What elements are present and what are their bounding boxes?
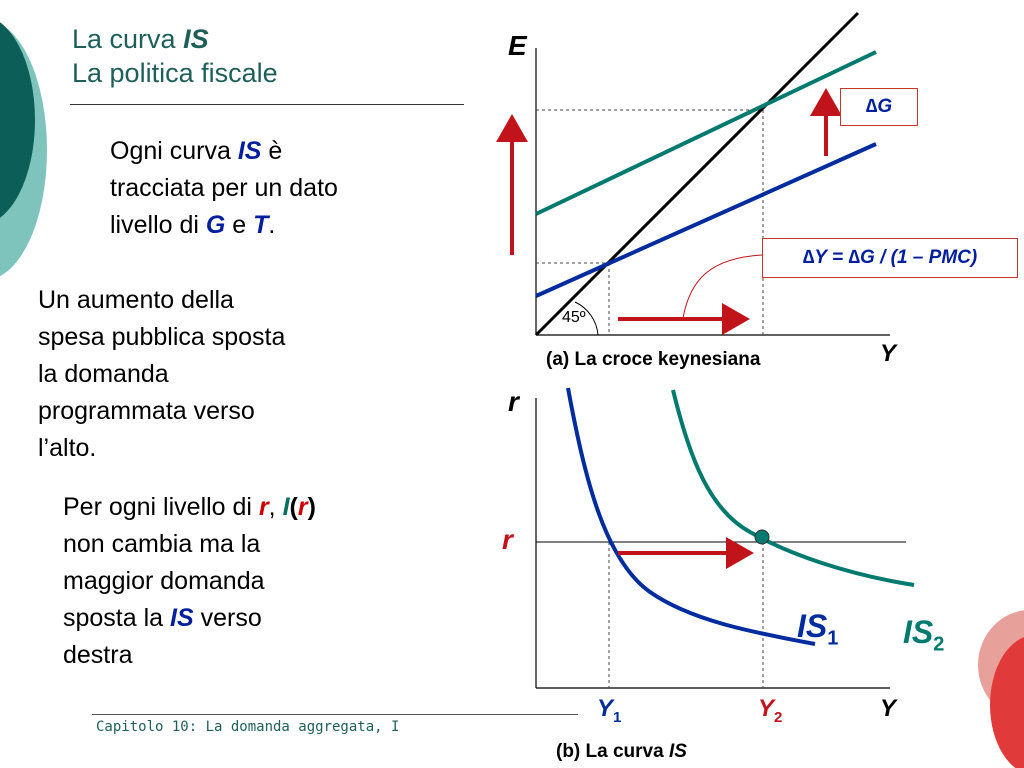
is2-label [903,614,944,656]
p1-text: . [268,211,276,239]
delta-g-box: ∆G [840,88,918,126]
paragraph-is-given [110,133,338,244]
footer-text: Capitolo 10: La domanda aggregata, I [96,719,400,735]
angle-label: 45º [562,309,586,326]
p1-text: Ogni curva [110,137,238,165]
equilibrium-point [755,530,769,544]
is2-sub: 2 [933,633,945,656]
is1-sub: 1 [827,627,839,650]
callout-connector [683,255,762,318]
p3-text: Per ogni livello di [63,493,259,521]
y2-sub: 2 [774,708,783,726]
bottom-y-label: r [508,386,519,417]
is1-curve [568,388,815,644]
title-rule [70,104,464,105]
p2-line: Un aumento della [38,286,234,314]
p1-text: livello di [110,211,206,239]
p2-line: l’alto. [38,434,97,462]
title-line-1 [72,22,278,56]
top-y-label: E [508,30,527,61]
p1-is: IS [237,137,262,165]
slide-title [72,22,278,90]
p1-text: tracciata per un dato [110,174,338,202]
title-prefix: La curva [72,24,184,54]
p1-text: e [225,211,254,239]
p3-paren: ( [289,493,298,521]
y2-text: Y [758,695,775,722]
title-is: IS [183,24,209,54]
top-caption: (a) La croce keynesiana [546,349,761,370]
multiplier-box: ∆Y = ∆G / (1 – PMC) [762,238,1018,278]
p3-i: I [282,493,290,521]
is2-curve [673,390,914,585]
p3-line: maggior domanda [63,567,265,595]
is2-text: IS [903,614,934,650]
caption-is: IS [668,741,687,762]
p3-text: verso [193,604,262,632]
bottom-x-label: Y [880,695,897,722]
p3-paren: ) [307,493,316,521]
paragraph-spending-increase [38,282,285,467]
is1-label [797,608,838,650]
p3-text: sposta la [63,604,171,632]
p2-line: spesa pubblica sposta [38,323,286,351]
p3-text: , [268,493,283,521]
p3-line: destra [63,641,133,669]
y2-label [758,695,782,726]
p3-line: non cambia ma la [63,530,261,558]
r-level-label: r [502,524,513,555]
y1-text: Y [597,695,614,722]
title-line-2: La politica fiscale [72,58,278,88]
bottom-caption [556,741,687,763]
is1-text: IS [797,608,828,644]
p1-t: T [253,211,269,239]
y1-label [597,695,621,726]
paragraph-is-shift [63,489,316,674]
p1-text: è [261,137,283,165]
p3-is: IS [170,604,194,632]
p3-r: r [258,493,269,521]
footer-rule [92,714,578,715]
p2-line: la domanda [38,360,169,388]
p1-g: G [205,211,226,239]
caption-prefix: (b) La curva [556,741,669,762]
y1-sub: 1 [613,708,622,726]
p2-line: programmata verso [38,397,255,425]
p3-r: r [297,493,308,521]
top-x-label: Y [880,340,897,367]
